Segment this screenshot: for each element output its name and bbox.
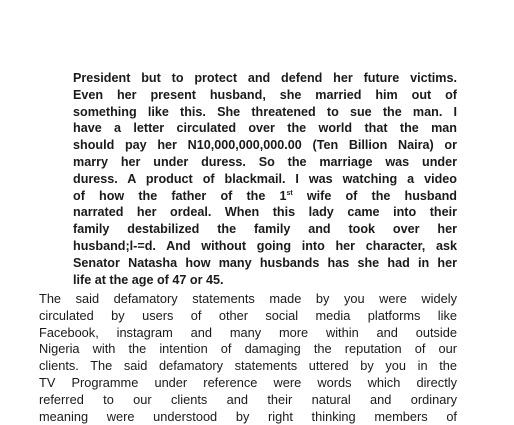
quote-line: should pay her N10,000,000,000.00 (Ten Billion Naira) or	[73, 138, 457, 153]
quote-line: family destabilized the family and took over her	[73, 222, 457, 237]
quote-line: husband;l-=d. And without going into her character, ask	[73, 238, 457, 253]
quote-line: Even her present husband, she married him out of	[73, 87, 457, 102]
quote-line: something like this. She threatened to sue the man. I	[73, 104, 457, 119]
body-paragraph	[39, 291, 457, 425]
quote-line: life at the age of 47 or 45.	[73, 272, 224, 287]
quote-line: have a letter circulated over the world that the man	[73, 121, 457, 136]
body-line: circulated by users of other social media platforms like	[39, 307, 457, 323]
body-line: Facebook, instagram and many more within and outside	[39, 324, 457, 340]
ordinal-superscript: st	[286, 189, 293, 197]
body-line: Nigeria with the intention of damaging the reputation of our	[39, 341, 457, 357]
quote-line-part: wife of the husband	[292, 188, 457, 203]
body-line: referred to our clients and their natural and ordinary	[39, 391, 457, 407]
quote-line: President but to protect and defend her future victims.	[73, 71, 457, 85]
body-line: TV Programme under reference were words which directly	[39, 374, 457, 390]
quote-line: Senator Natasha how many husbands has she had in her	[73, 255, 457, 270]
body-line: The said defamatory statements made by you were widely	[39, 291, 457, 306]
quote-line	[73, 188, 457, 205]
body-line: clients. The said defamatory statements uttered by you in the	[39, 358, 457, 374]
quoted-statement	[73, 70, 457, 288]
quote-line: marry her under duress. So the marriage was under	[73, 154, 457, 169]
quote-line: duress. A product of blackmail. I was watching a video	[73, 171, 457, 186]
quote-line: narrated her ordeal. When this lady came into their	[73, 205, 457, 220]
body-line: meaning were understood by right thinking members of	[39, 408, 457, 424]
quote-line-part: of how the father of the 1	[73, 188, 287, 203]
